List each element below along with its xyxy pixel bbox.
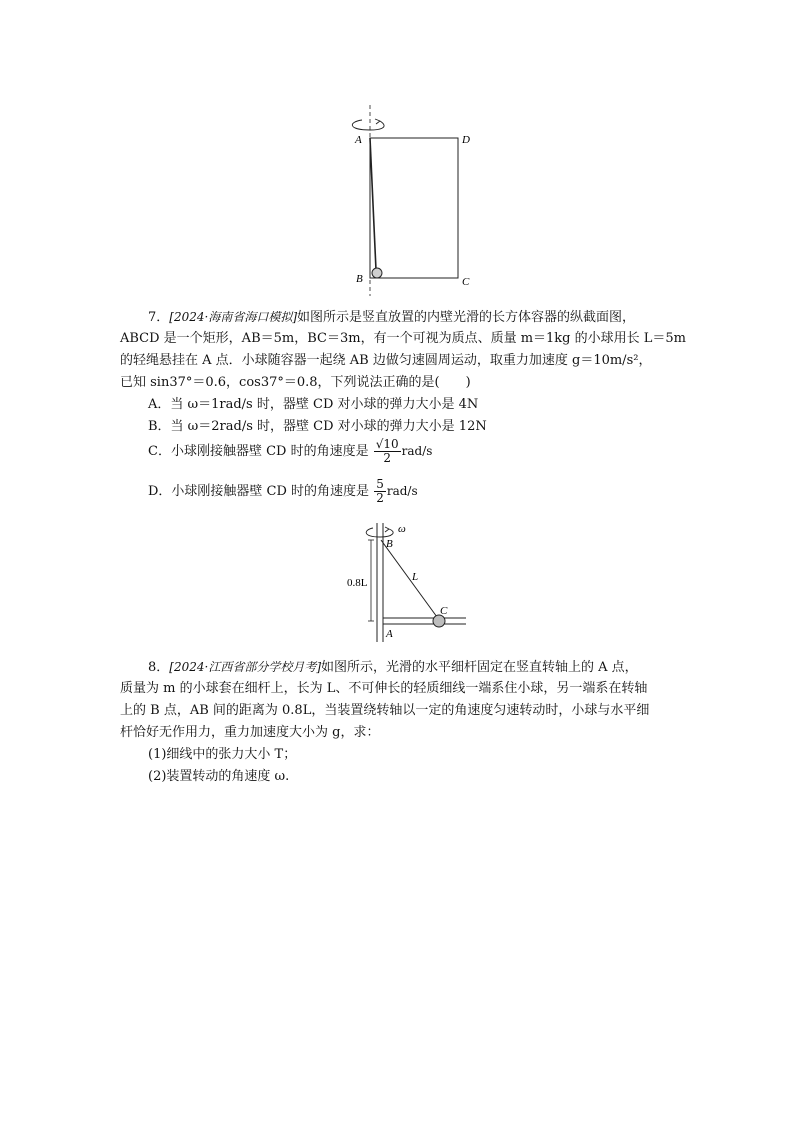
q7-option-b[interactable]: B．当 ω＝2rad/s 时，器壁 CD 对小球的弹力大小是 12N [148, 419, 487, 434]
q8-stem-4: 杆恰好无作用力，重力加速度大小为 g，求： [120, 725, 380, 740]
q8-stem-2: 质量为 m 的小球套在细杆上，长为 L、不可伸长的轻质细线一端系住小球，另一端系在转轴 [120, 681, 648, 696]
q7-option-d-denominator: 2 [376, 491, 384, 505]
figure-rotating-shaft [345, 520, 475, 645]
q8-source: [2024·江西省部分学校月考] [169, 660, 321, 674]
q7-line-1 [120, 306, 680, 329]
figure-rectangle-container [340, 100, 480, 300]
label-B: B [356, 273, 363, 285]
label-omega: ω [398, 523, 406, 535]
q7-stem-3: 的轻绳悬挂在 A 点．小球随容器一起绕 AB 边做匀速圆周运动，取重力加速度 g＝10m/s²， [120, 353, 652, 368]
label-B: B [386, 538, 393, 550]
label-height: 0.8L [347, 577, 368, 589]
label-L: L [412, 571, 419, 583]
q7-option-c-denominator: 2 [383, 451, 392, 465]
label-C: C [462, 276, 470, 288]
q8-stem-1: 如图所示，光滑的水平细杆固定在竖直转轴上的 A 点， [321, 660, 638, 675]
q7-option-c-fraction [374, 438, 401, 465]
q7-option-c[interactable] [148, 436, 708, 467]
q7-stem-4: 已知 sin37°＝0.6，cos37°＝0.8，下列说法正确的是( ) [120, 375, 471, 390]
q7-stem-2: ABCD 是一个矩形，AB＝5m，BC＝3m，有一个可视为质点、质量 m＝1kg 的小球用长 L＝5m [120, 331, 686, 346]
q7-option-c-text: C．小球刚接触器壁 CD 时的角速度是 [148, 444, 369, 459]
string [381, 540, 437, 617]
label-A: A [386, 628, 393, 640]
q7-source: [2024·海南省海口模拟] [169, 310, 297, 324]
q7-option-c-numerator: √10 [375, 437, 399, 451]
q7-option-a[interactable]: A．当 ω＝1rad/s 时，器壁 CD 对小球的弹力大小是 4N [148, 397, 479, 412]
q7-option-d-unit: rad/s [386, 484, 418, 498]
label-C: C [440, 605, 448, 617]
q7-option-d-text: D．小球刚接触器壁 CD 时的角速度是 [148, 484, 370, 499]
q7-option-d-numerator: 5 [376, 477, 384, 491]
q8-stem-3: 上的 B 点，AB 间的距离为 0.8L，当装置绕转轴以一定的角速度匀速转动时，小球与水平细 [120, 703, 650, 718]
q7-option-d[interactable] [148, 476, 708, 507]
q8-sub-2: (2)装置转动的角速度 ω. [148, 769, 290, 784]
label-D: D [462, 134, 470, 146]
string [370, 138, 376, 270]
q8-sub-1: (1)细线中的张力大小 T； [148, 747, 297, 762]
q7-number: 7． [148, 310, 170, 325]
label-A: A [355, 134, 362, 146]
q8-number: 8． [148, 660, 170, 675]
q7-option-c-unit: rad/s [401, 444, 433, 458]
q7-option-d-fraction [374, 478, 386, 505]
container-rectangle [370, 138, 458, 278]
ball [372, 268, 382, 278]
q8-line-1 [120, 656, 680, 679]
q7-stem-1: 如图所示是竖直放置的内壁光滑的长方体容器的纵截面图， [297, 310, 636, 325]
